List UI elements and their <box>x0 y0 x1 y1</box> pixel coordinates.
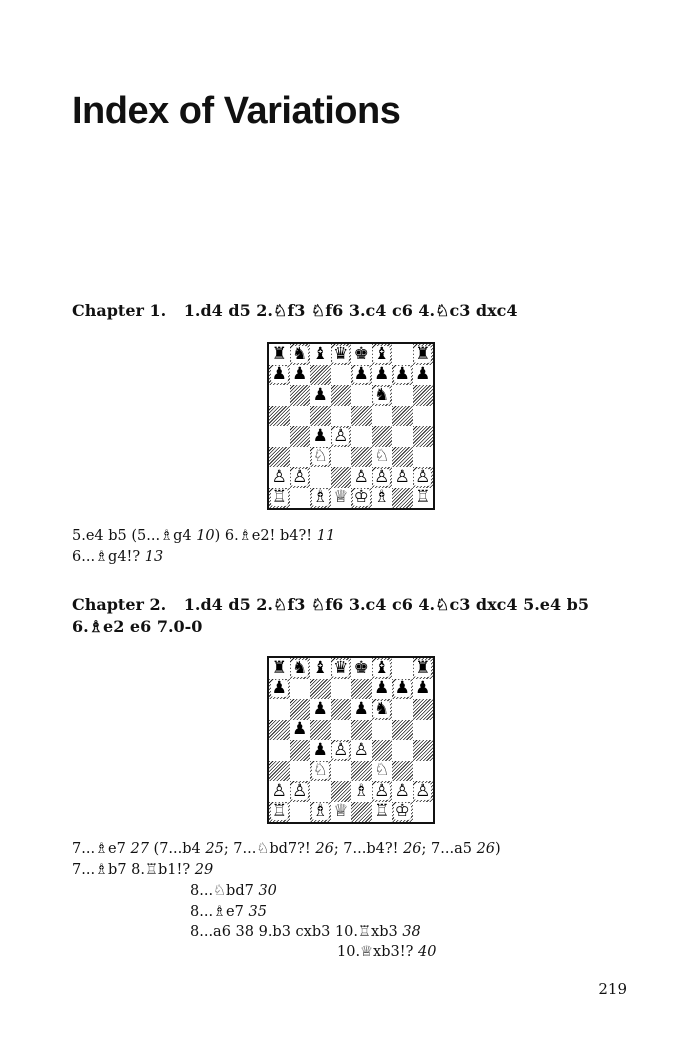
white-pawn-icon: ♙ <box>374 780 390 801</box>
board-square <box>310 385 331 406</box>
page-number: 219 <box>598 980 627 998</box>
board-square <box>413 426 434 447</box>
board-square <box>392 781 413 802</box>
board-square <box>290 488 311 509</box>
board-square <box>413 344 434 365</box>
black-pawn-icon: ♟ <box>312 739 328 760</box>
board-square <box>331 740 352 761</box>
board-square <box>392 802 413 823</box>
board-square <box>310 699 331 720</box>
board-square <box>269 426 290 447</box>
board-square <box>392 488 413 509</box>
board-square <box>392 658 413 679</box>
board-square <box>310 740 331 761</box>
black-pawn-icon: ♟ <box>312 384 328 405</box>
black-rook-icon: ♜ <box>415 343 431 364</box>
black-king-icon: ♚ <box>353 343 369 364</box>
black-pawn-icon: ♟ <box>374 364 390 385</box>
board-square <box>351 781 372 802</box>
black-queen-icon: ♛ <box>333 657 349 678</box>
black-pawn-icon: ♟ <box>374 678 390 699</box>
board-square <box>331 426 352 447</box>
white-knight-icon: ♘ <box>374 446 390 467</box>
board-square <box>413 781 434 802</box>
black-pawn-icon: ♟ <box>353 364 369 385</box>
board-square <box>331 344 352 365</box>
black-pawn-icon: ♟ <box>271 364 287 385</box>
board-square <box>331 488 352 509</box>
black-rook-icon: ♜ <box>271 657 287 678</box>
board-square <box>413 679 434 700</box>
white-pawn-icon: ♙ <box>333 425 349 446</box>
board-square <box>351 679 372 700</box>
board-square <box>372 467 393 488</box>
board-square <box>351 740 372 761</box>
chapter-moves: 1.d4 d5 2.♘f3 ♘f6 3.c4 c6 4.♘c3 dxc4 5.e4 b5 6.♗e2 e6 7.0-0 <box>72 595 589 636</box>
black-bishop-icon: ♝ <box>374 343 390 364</box>
black-knight-icon: ♞ <box>374 384 390 405</box>
board-square <box>392 720 413 741</box>
board-square <box>331 658 352 679</box>
board-square <box>331 679 352 700</box>
board-square <box>392 467 413 488</box>
black-pawn-icon: ♟ <box>415 678 431 699</box>
board-square <box>372 426 393 447</box>
board-square <box>372 761 393 782</box>
board-square <box>372 385 393 406</box>
board-square <box>331 447 352 468</box>
black-rook-icon: ♜ <box>415 657 431 678</box>
variation-line: 7...♗b7 8.♖b1!? 29 <box>72 862 214 878</box>
board-square <box>310 679 331 700</box>
board-square <box>372 781 393 802</box>
board-square <box>351 344 372 365</box>
board-square <box>392 385 413 406</box>
black-pawn-icon: ♟ <box>353 698 369 719</box>
black-pawn-icon: ♟ <box>292 364 308 385</box>
board-square <box>351 720 372 741</box>
board-square <box>413 385 434 406</box>
white-rook-icon: ♖ <box>415 487 431 508</box>
board-square <box>331 699 352 720</box>
board-square <box>269 385 290 406</box>
board-square <box>310 406 331 427</box>
board-square <box>413 802 434 823</box>
black-pawn-icon: ♟ <box>415 364 431 385</box>
board-square <box>269 344 290 365</box>
board-square <box>372 406 393 427</box>
white-queen-icon: ♕ <box>333 801 349 822</box>
board-square <box>290 658 311 679</box>
board-square <box>392 761 413 782</box>
board-square <box>290 699 311 720</box>
board-square <box>351 699 372 720</box>
chess-board <box>269 658 433 822</box>
board-square <box>290 679 311 700</box>
white-pawn-icon: ♙ <box>353 739 369 760</box>
black-pawn-icon: ♟ <box>312 425 328 446</box>
white-bishop-icon: ♗ <box>312 487 328 508</box>
board-square <box>331 467 352 488</box>
board-square <box>269 761 290 782</box>
board-square <box>331 385 352 406</box>
variation-line: 8...♘bd7 30 <box>190 883 277 899</box>
board-square <box>372 488 393 509</box>
board-square <box>413 488 434 509</box>
board-square <box>351 488 372 509</box>
board-square <box>351 406 372 427</box>
variation-line: 5.e4 b5 (5...♗g4 10) 6.♗e2! b4?! 11 <box>72 528 336 544</box>
black-pawn-icon: ♟ <box>312 698 328 719</box>
chess-board <box>269 344 433 508</box>
board-square <box>392 406 413 427</box>
white-knight-icon: ♘ <box>312 760 328 781</box>
chess-diagram-1 <box>267 342 435 510</box>
board-square <box>269 720 290 741</box>
board-square <box>392 679 413 700</box>
board-square <box>372 699 393 720</box>
white-bishop-icon: ♗ <box>312 801 328 822</box>
board-square <box>372 679 393 700</box>
board-square <box>413 406 434 427</box>
board-square <box>269 781 290 802</box>
black-pawn-icon: ♟ <box>394 364 410 385</box>
board-square <box>269 447 290 468</box>
board-square <box>392 447 413 468</box>
white-pawn-icon: ♙ <box>292 780 308 801</box>
chapter-number: Chapter 1. <box>72 301 167 320</box>
board-square <box>413 658 434 679</box>
white-pawn-icon: ♙ <box>333 739 349 760</box>
board-square <box>392 426 413 447</box>
black-queen-icon: ♛ <box>333 343 349 364</box>
white-rook-icon: ♖ <box>271 487 287 508</box>
black-pawn-icon: ♟ <box>394 678 410 699</box>
board-square <box>290 720 311 741</box>
board-square <box>351 447 372 468</box>
variation-line: 8...a6 38 9.b3 cxb3 10.♖xb3 38 <box>190 924 421 940</box>
board-square <box>310 781 331 802</box>
board-square <box>331 781 352 802</box>
board-square <box>331 802 352 823</box>
board-square <box>331 365 352 386</box>
board-square <box>290 447 311 468</box>
board-square <box>269 679 290 700</box>
board-square <box>413 699 434 720</box>
white-knight-icon: ♘ <box>374 760 390 781</box>
black-pawn-icon: ♟ <box>271 678 287 699</box>
board-square <box>310 467 331 488</box>
white-pawn-icon: ♙ <box>353 466 369 487</box>
board-square <box>413 467 434 488</box>
board-square <box>351 658 372 679</box>
board-square <box>372 365 393 386</box>
white-pawn-icon: ♙ <box>271 780 287 801</box>
white-pawn-icon: ♙ <box>415 780 431 801</box>
board-square <box>310 344 331 365</box>
black-pawn-icon: ♟ <box>292 719 308 740</box>
black-king-icon: ♚ <box>353 657 369 678</box>
white-rook-icon: ♖ <box>374 801 390 822</box>
board-square <box>269 802 290 823</box>
board-square <box>310 720 331 741</box>
white-pawn-icon: ♙ <box>394 466 410 487</box>
white-pawn-icon: ♙ <box>415 466 431 487</box>
board-square <box>372 720 393 741</box>
page-title: Index of Variations <box>72 90 401 132</box>
white-rook-icon: ♖ <box>271 801 287 822</box>
board-square <box>290 426 311 447</box>
board-square <box>310 488 331 509</box>
white-pawn-icon: ♙ <box>394 780 410 801</box>
board-square <box>290 385 311 406</box>
variation-line: 7...♗e7 27 (7...b4 25; 7...♘bd7?! 26; 7...b4?! 26; 7...a5 26) <box>72 841 501 857</box>
white-pawn-icon: ♙ <box>374 466 390 487</box>
board-square <box>269 488 290 509</box>
board-square <box>269 740 290 761</box>
board-square <box>269 658 290 679</box>
board-square <box>310 658 331 679</box>
board-square <box>351 467 372 488</box>
board-square <box>290 406 311 427</box>
black-bishop-icon: ♝ <box>312 343 328 364</box>
board-square <box>310 761 331 782</box>
board-square <box>269 467 290 488</box>
board-square <box>372 447 393 468</box>
board-square <box>413 761 434 782</box>
variation-line: 10.♕xb3!? 40 <box>337 944 437 960</box>
variation-line: 8...♗e7 35 <box>190 904 267 920</box>
white-bishop-icon: ♗ <box>374 487 390 508</box>
chapter-moves: 1.d4 d5 2.♘f3 ♘f6 3.c4 c6 4.♘c3 dxc4 <box>183 301 518 320</box>
white-pawn-icon: ♙ <box>271 466 287 487</box>
board-square <box>372 344 393 365</box>
black-knight-icon: ♞ <box>292 657 308 678</box>
white-king-icon: ♔ <box>394 801 410 822</box>
chess-diagram-2 <box>267 656 435 824</box>
board-square <box>351 761 372 782</box>
board-square <box>290 467 311 488</box>
board-square <box>331 720 352 741</box>
board-square <box>372 740 393 761</box>
board-square <box>290 761 311 782</box>
black-rook-icon: ♜ <box>271 343 287 364</box>
board-square <box>269 406 290 427</box>
board-square <box>392 699 413 720</box>
board-square <box>290 344 311 365</box>
board-square <box>351 802 372 823</box>
board-square <box>290 365 311 386</box>
chapter-number: Chapter 2. <box>72 595 167 614</box>
board-square <box>413 447 434 468</box>
board-square <box>351 426 372 447</box>
board-square <box>351 385 372 406</box>
black-bishop-icon: ♝ <box>374 657 390 678</box>
board-square <box>392 740 413 761</box>
white-pawn-icon: ♙ <box>292 466 308 487</box>
board-square <box>372 658 393 679</box>
board-square <box>310 447 331 468</box>
board-square <box>331 761 352 782</box>
board-square <box>290 740 311 761</box>
chapter-2-heading <box>72 594 642 638</box>
board-square <box>290 802 311 823</box>
board-square <box>413 720 434 741</box>
black-bishop-icon: ♝ <box>312 657 328 678</box>
board-square <box>331 406 352 427</box>
board-square <box>392 344 413 365</box>
board-square <box>310 365 331 386</box>
board-square <box>392 365 413 386</box>
board-square <box>310 426 331 447</box>
white-queen-icon: ♕ <box>333 487 349 508</box>
black-knight-icon: ♞ <box>374 698 390 719</box>
board-square <box>372 802 393 823</box>
board-square <box>413 740 434 761</box>
white-bishop-icon: ♗ <box>353 780 369 801</box>
black-knight-icon: ♞ <box>292 343 308 364</box>
board-square <box>269 699 290 720</box>
white-king-icon: ♔ <box>353 487 369 508</box>
board-square <box>413 365 434 386</box>
board-square <box>290 781 311 802</box>
variation-line: 6...♗g4!? 13 <box>72 549 164 565</box>
white-knight-icon: ♘ <box>312 446 328 467</box>
board-square <box>310 802 331 823</box>
board-square <box>269 365 290 386</box>
chapter-1-heading <box>72 300 642 322</box>
board-square <box>351 365 372 386</box>
